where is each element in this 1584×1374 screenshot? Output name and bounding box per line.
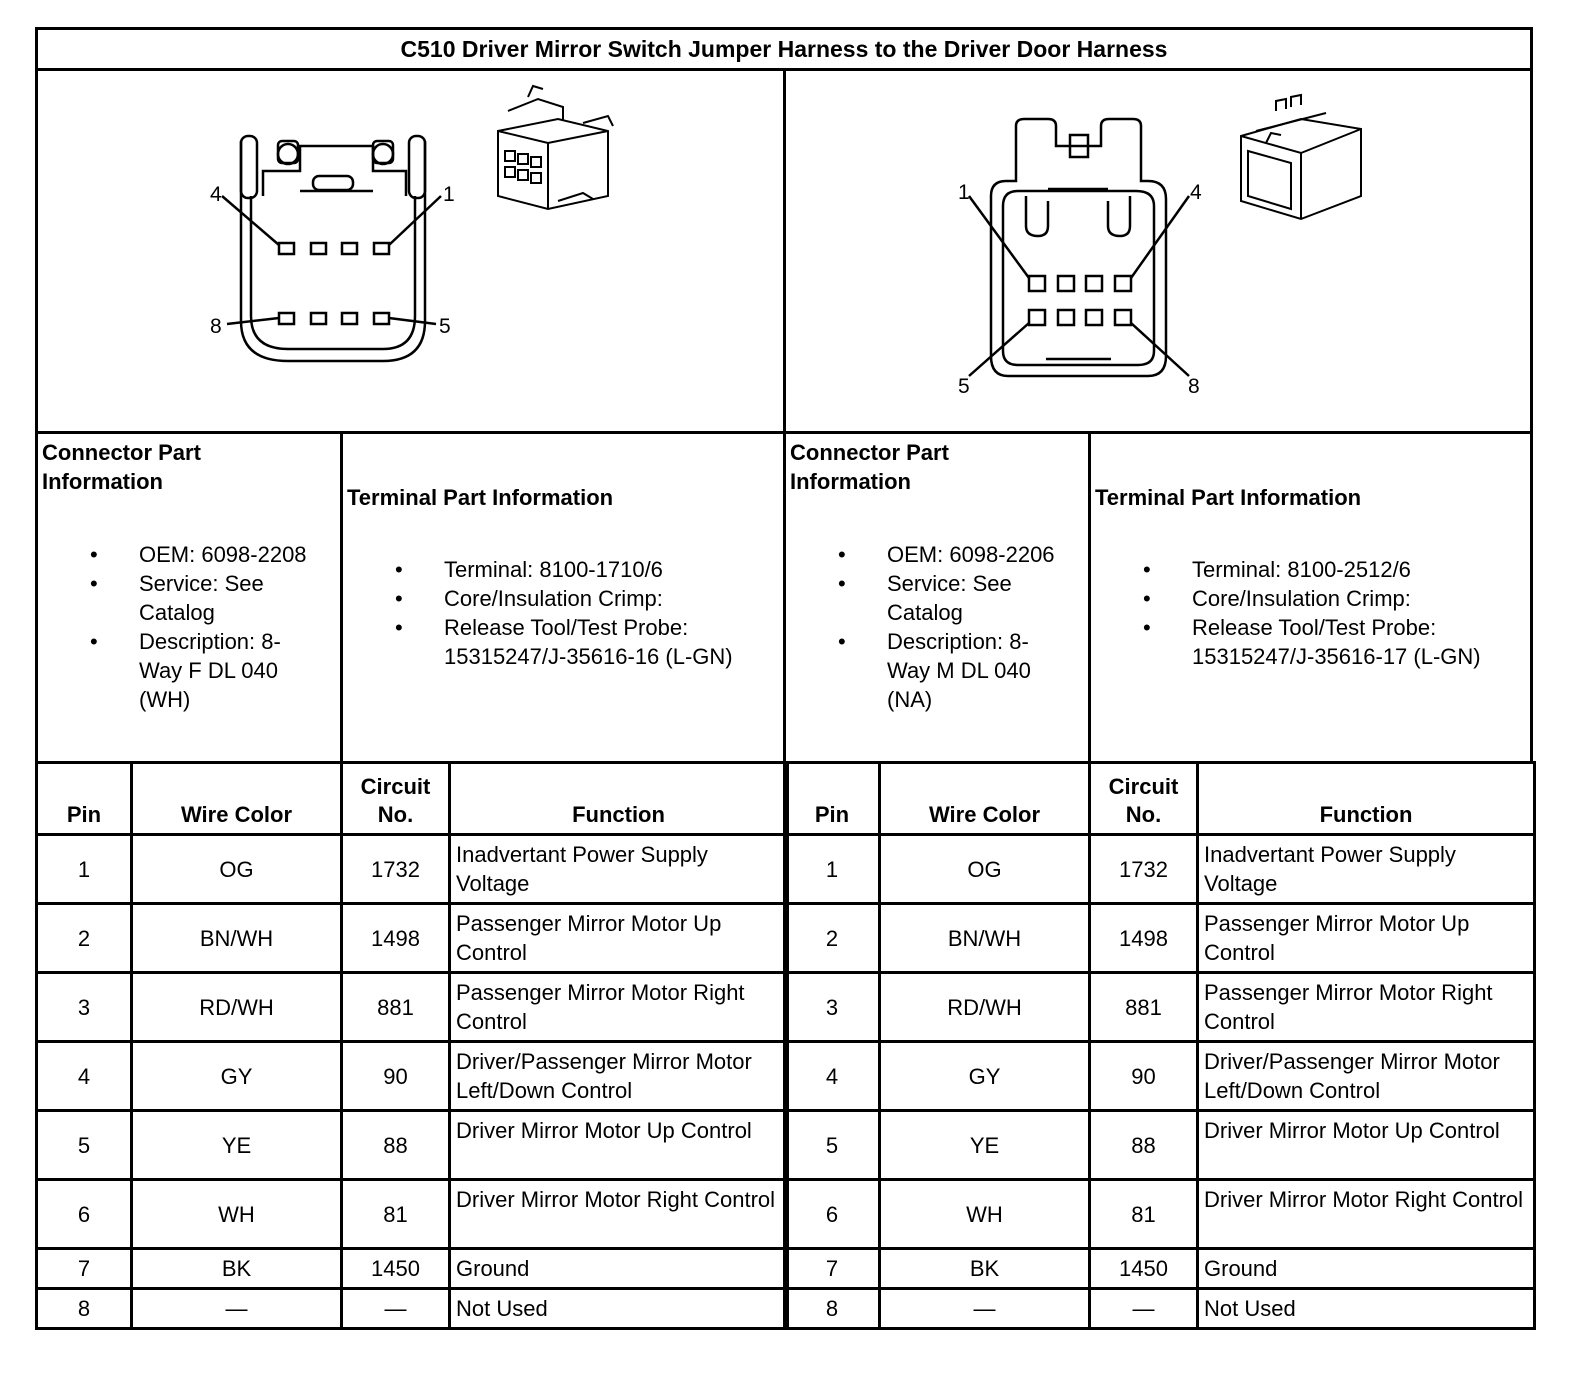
terminal-info-heading: Terminal Part Information bbox=[347, 485, 614, 510]
circuit-cell: 1732 bbox=[342, 835, 450, 904]
table-row bbox=[37, 973, 788, 1042]
circuit-cell: 90 bbox=[342, 1042, 450, 1111]
list-item: • Service: See Catalog bbox=[838, 569, 1088, 627]
pin-cell: 1 bbox=[785, 835, 880, 904]
terminal-info-heading: Terminal Part Information bbox=[1095, 485, 1362, 510]
table-row bbox=[785, 1249, 1535, 1289]
circuit-cell: 88 bbox=[342, 1111, 450, 1180]
wire-color-cell: BN/WH bbox=[880, 904, 1090, 973]
function-cell: Ground bbox=[450, 1249, 788, 1289]
page-title: C510 Driver Mirror Switch Jumper Harness to the Driver Door Harness bbox=[35, 27, 1533, 71]
wire-color-cell: BK bbox=[132, 1249, 342, 1289]
pin-label-1: 1 bbox=[958, 181, 970, 204]
list-item: • Description: 8-Way M DL 040 (NA) bbox=[838, 627, 1057, 714]
wire-color-cell: — bbox=[880, 1289, 1090, 1329]
list-item: • Core/Insulation Crimp: bbox=[1143, 584, 1523, 613]
table-row bbox=[37, 1249, 788, 1289]
function-cell: Ground bbox=[1198, 1249, 1535, 1289]
circuit-cell: 81 bbox=[1090, 1180, 1198, 1249]
pin-cell: 3 bbox=[785, 973, 880, 1042]
circuit-cell: 881 bbox=[1090, 973, 1198, 1042]
list-item: • OEM: 6098-2208 bbox=[90, 540, 340, 569]
left-connector-part-info bbox=[35, 431, 343, 764]
pin-cell: 2 bbox=[785, 904, 880, 973]
list-item: • Release Tool/Test Probe: 15315247/J-35616-17 (L-GN) bbox=[1143, 613, 1522, 671]
circuit-cell: — bbox=[1090, 1289, 1198, 1329]
table-row bbox=[785, 1180, 1535, 1249]
table-row bbox=[785, 973, 1535, 1042]
circuit-cell: 90 bbox=[1090, 1042, 1198, 1111]
terminal-info-list bbox=[1143, 555, 1523, 671]
function-cell: Inadvertant Power Supply Voltage bbox=[450, 835, 788, 904]
wire-color-cell: GY bbox=[880, 1042, 1090, 1111]
pin-cell: 7 bbox=[785, 1249, 880, 1289]
right-connector-diagram bbox=[783, 68, 1533, 434]
pin-cell: 5 bbox=[37, 1111, 132, 1180]
function-cell: Inadvertant Power Supply Voltage bbox=[1198, 835, 1535, 904]
pin-label-8: 8 bbox=[1188, 375, 1200, 398]
circuit-cell: — bbox=[342, 1289, 450, 1329]
pin-label-8: 8 bbox=[210, 315, 222, 338]
circuit-cell: 81 bbox=[342, 1180, 450, 1249]
pin-label-4: 4 bbox=[1190, 181, 1202, 204]
wire-color-cell: YE bbox=[132, 1111, 342, 1180]
wire-color-cell: YE bbox=[880, 1111, 1090, 1180]
wire-color-cell: WH bbox=[880, 1180, 1090, 1249]
list-item: • Core/Insulation Crimp: bbox=[395, 584, 775, 613]
list-item: • Release Tool/Test Probe: 15315247/J-35616-16 (L-GN) bbox=[395, 613, 774, 671]
circuit-cell: 1450 bbox=[1090, 1249, 1198, 1289]
pin-label-5: 5 bbox=[439, 315, 451, 338]
connector-info-list bbox=[90, 540, 340, 714]
pin-label-1: 1 bbox=[443, 183, 455, 206]
circuit-cell: 1498 bbox=[1090, 904, 1198, 973]
table-row bbox=[37, 835, 788, 904]
right-pinout-table bbox=[783, 761, 1536, 1330]
list-item: • Terminal: 8100-1710/6 bbox=[395, 555, 775, 584]
circuit-cell: 88 bbox=[1090, 1111, 1198, 1180]
circuit-header-line-1: Circuit bbox=[1108, 774, 1179, 799]
pin-cell: 6 bbox=[785, 1180, 880, 1249]
function-cell: Passenger Mirror Motor Right Control bbox=[1198, 973, 1535, 1042]
table-row bbox=[37, 1111, 788, 1180]
connector-info-heading: Connector Part Information bbox=[790, 440, 949, 494]
pin-cell: 2 bbox=[37, 904, 132, 973]
table-row bbox=[37, 904, 788, 973]
wire-color-cell: BN/WH bbox=[132, 904, 342, 973]
function-cell: Driver/Passenger Mirror Motor Left/Down Control bbox=[1198, 1042, 1535, 1111]
male-connector-iso-drawing bbox=[1241, 95, 1361, 219]
circuit-header-line-2: No. bbox=[1125, 802, 1162, 827]
column-header-pin: Pin bbox=[785, 763, 880, 835]
wire-color-cell: OG bbox=[880, 835, 1090, 904]
function-cell: Not Used bbox=[450, 1289, 788, 1329]
pin-cell: 3 bbox=[37, 973, 132, 1042]
table-row bbox=[785, 904, 1535, 973]
pin-cell: 8 bbox=[785, 1289, 880, 1329]
wire-color-cell: RD/WH bbox=[880, 973, 1090, 1042]
list-item: • OEM: 6098-2206 bbox=[838, 540, 1088, 569]
pin-label-5: 5 bbox=[958, 375, 970, 398]
pin-cell: 1 bbox=[37, 835, 132, 904]
wire-color-cell: — bbox=[132, 1289, 342, 1329]
list-item: • Terminal: 8100-2512/6 bbox=[1143, 555, 1523, 584]
column-header-circuit bbox=[1090, 763, 1198, 835]
function-cell: Passenger Mirror Motor Right Control bbox=[450, 973, 788, 1042]
circuit-cell: 1450 bbox=[342, 1249, 450, 1289]
table-row bbox=[785, 1289, 1535, 1329]
column-header-function: Function bbox=[1198, 763, 1535, 835]
table-row bbox=[37, 1180, 788, 1249]
pin-cell: 4 bbox=[785, 1042, 880, 1111]
table-row bbox=[785, 835, 1535, 904]
circuit-cell: 881 bbox=[342, 973, 450, 1042]
column-header-pin: Pin bbox=[37, 763, 132, 835]
wire-color-cell: BK bbox=[880, 1249, 1090, 1289]
pin-label-4: 4 bbox=[210, 183, 222, 206]
pin-cell: 8 bbox=[37, 1289, 132, 1329]
function-cell: Passenger Mirror Motor Up Control bbox=[1198, 904, 1535, 973]
function-cell: Driver Mirror Motor Right Control bbox=[1198, 1180, 1535, 1249]
table-row bbox=[37, 1042, 788, 1111]
circuit-header-line-2: No. bbox=[377, 802, 414, 827]
female-connector-iso-drawing bbox=[498, 86, 613, 209]
male-connector-face-drawing bbox=[786, 71, 1530, 431]
wire-color-cell: RD/WH bbox=[132, 973, 342, 1042]
left-pinout-table bbox=[35, 761, 789, 1330]
terminal-info-list bbox=[395, 555, 775, 671]
pin-cell: 6 bbox=[37, 1180, 132, 1249]
table-row bbox=[785, 1042, 1535, 1111]
function-cell: Driver Mirror Motor Right Control bbox=[450, 1180, 788, 1249]
table-row bbox=[37, 1289, 788, 1329]
column-header-function: Function bbox=[450, 763, 788, 835]
table-row bbox=[785, 1111, 1535, 1180]
left-connector-diagram bbox=[35, 68, 786, 434]
wire-color-cell: WH bbox=[132, 1180, 342, 1249]
female-connector-face-drawing bbox=[38, 71, 783, 431]
function-cell: Driver/Passenger Mirror Motor Left/Down Control bbox=[450, 1042, 788, 1111]
list-item: • Description: 8-Way F DL 040 (WH) bbox=[90, 627, 309, 714]
function-cell: Driver Mirror Motor Up Control bbox=[450, 1111, 788, 1180]
circuit-header-line-1: Circuit bbox=[360, 774, 431, 799]
column-header-wire-color: Wire Color bbox=[132, 763, 342, 835]
right-connector-part-info bbox=[783, 431, 1091, 764]
connector-info-heading: Connector Part Information bbox=[42, 440, 201, 494]
wire-color-cell: GY bbox=[132, 1042, 342, 1111]
list-item: • Service: See Catalog bbox=[90, 569, 340, 627]
wire-color-cell: OG bbox=[132, 835, 342, 904]
column-header-circuit bbox=[342, 763, 450, 835]
left-terminal-part-info bbox=[340, 431, 786, 764]
column-header-wire-color: Wire Color bbox=[880, 763, 1090, 835]
pin-cell: 7 bbox=[37, 1249, 132, 1289]
circuit-cell: 1498 bbox=[342, 904, 450, 973]
right-terminal-part-info bbox=[1088, 431, 1533, 764]
function-cell: Driver Mirror Motor Up Control bbox=[1198, 1111, 1535, 1180]
connector-info-list bbox=[838, 540, 1088, 714]
function-cell: Not Used bbox=[1198, 1289, 1535, 1329]
circuit-cell: 1732 bbox=[1090, 835, 1198, 904]
function-cell: Passenger Mirror Motor Up Control bbox=[450, 904, 788, 973]
pin-cell: 4 bbox=[37, 1042, 132, 1111]
pin-cell: 5 bbox=[785, 1111, 880, 1180]
